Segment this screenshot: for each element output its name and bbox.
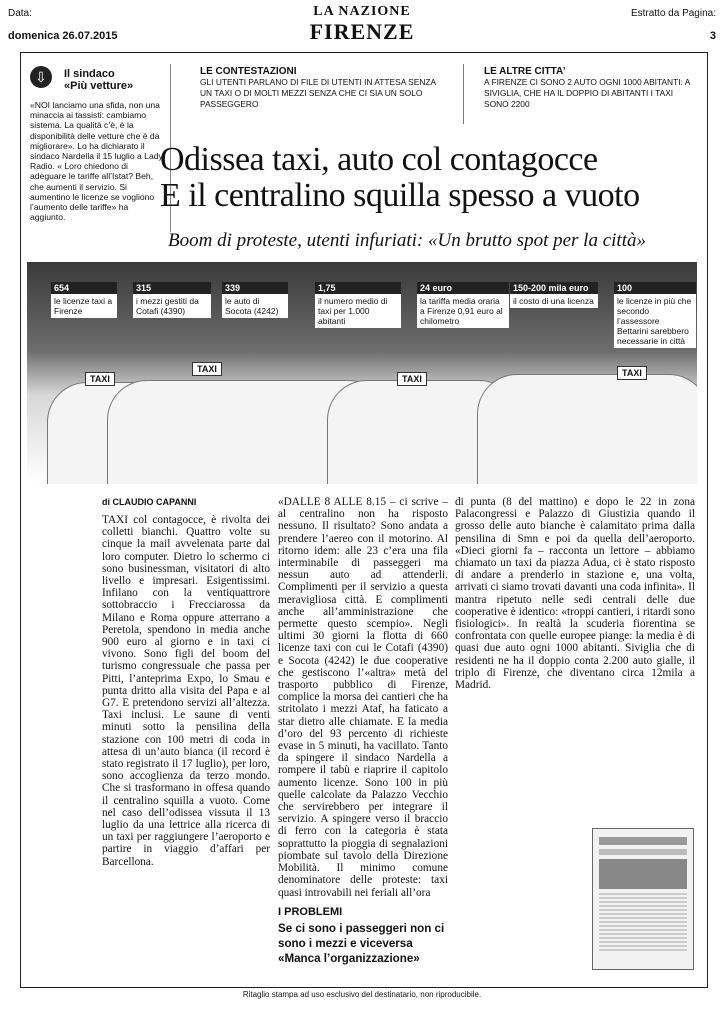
- photo-stat: 24 euro la tariffa media oraria a Firenze 0,91 euro al chilometro: [417, 282, 509, 328]
- taxi-sign: TAXI: [397, 372, 427, 386]
- problemi-text: Se ci sono i passeggeri non ci sono i mezzi e viceversa «Manca l’organizzazione»: [278, 922, 445, 965]
- taxi-photo: [27, 262, 697, 484]
- divider: [463, 64, 464, 124]
- headline: Odissea taxi, auto col contagocce E il centralino squilla spesso a vuoto: [160, 141, 640, 214]
- kicker-label: LE CONTESTAZIONI: [200, 66, 297, 77]
- sidebar-text: «NOI lanciamo una sfida, non una minaccia ai tassisti: cambiamo sistema. La qualità c’è, è la disponibilità delle vetture che è da migliorare». Lo ha dichiarato il sindaco Nardella il 15 luglio a Lady Radio. « Loro chiedono di adeguare le tariffe all’Istat? Beh, che aumenti il servizio. Si aumentino le licenze se vogliono l’aumento delle tariffe» ha aggiunto.: [30, 100, 163, 223]
- arrow-down-icon: ⇩: [30, 66, 52, 88]
- page-label: Estratto da Pagina:: [630, 8, 716, 19]
- page-value: 3: [709, 30, 716, 42]
- footer-notice: Ritaglio stampa ad uso esclusivo del destinatario, non riproducibile.: [242, 990, 482, 999]
- article-column-1: TAXI col contagocce, è rivolta dei colletti bianchi. Quattro volte su cinque la mail avvelenata parte dal loro computer. Dietro lo schermo ci sono businessman, visitatori di alto livello e impresari. Esigentissimi. Infilano con la ventiquattrore sottobraccio i Frecciarossa da Milano e Roma oppure atterrano a Peretola, spendono in media anche 900 euro al giorno e in taxi ci vivono. Sono figli del boom del turismo congressuale che passa per Pitti, l’anteprima Expo, lo Smau e punta dritto alla visita del Papa e al G7. E pretendono servizi all’altezza. Taxi inclusi. Le saune di venti minuti sotto la pensilina della stazione con 100 metri di coda in attesa di un’auto bianca (il record è stato registrato il 17 luglio), per loro, sono accoglienza da terzo mondo. Che si trasformano in offesa quando il centralino squilla a vuoto. Come nel caso dell’odissea vissuta il 13 luglio da una lettrice alla ricerca di un taxi per raggiungere l’aeroporto e partire in viaggio d’affari per Barcellona.: [102, 514, 270, 868]
- kicker-text: A FIRENZE CI SONO 2 AUTO OGNI 1000 ABITANTI: A SIVIGLIA, CHE HA IL DOPPIO DI ABITANTI I TAXI SONO 2200: [484, 77, 690, 109]
- photo-stat: 654 le licenze taxi a Firenze: [51, 282, 117, 318]
- article-column-3: di punta (8 del mattino) e dopo le 22 in zona Palacongressi e Palazzo di Giustizia quando il grosso delle auto bianche è calamitato prima dalla pensilina di Smn e poi da quella dell’aeroporto. «Dieci giorni fa – racconta un lettore – abbiamo chiamato un taxi da piazza Adua, ci è stato risposto di andare a prenderlo in stazione e, una volta, arrivati ci siamo trovati davanti una coda infinita». Il mantra ripetuto nelle sedi centrali delle due cooperative è identico: «troppi cantieri, i ritardi sono fisiologici». In realtà la scuderia fiorentina se confrontata con quelle europee piange: la media è di quasi due auto ogni 1000 abitanti. Siviglia che di residenti ne ha il doppio conta 2.200 auto gialle, il triplo di Firenze, che diventano circa 12mila a Madrid.: [455, 496, 695, 692]
- photo-stat: 1,75 il numero medio di taxi per 1.000 abitanti: [315, 282, 401, 328]
- kicker-text: GLI UTENTI PARLANO DI FILE DI UTENTI IN ATTESA SENZA UN TAXI O DI MOLTI MEZZI SENZA CHE CI SIA UN SOLO PASSEGGERO: [200, 77, 436, 109]
- taxi-sign: TAXI: [617, 366, 647, 380]
- photo-stat: 100 le licenze in più che secondo l’assessore Bettarini sarebbero necessarie in città: [614, 282, 696, 348]
- sidebar-box: [28, 64, 171, 232]
- photo-stat: 339 le auto di Socota (4242): [222, 282, 288, 318]
- date-value: domenica 26.07.2015: [8, 30, 118, 42]
- masthead-top: LA NAZIONE: [313, 4, 411, 19]
- subhead: Boom di proteste, utenti infuriati: «Un brutto spot per la città»: [168, 230, 646, 251]
- article-column-2: «DALLE 8 ALLE 8.15 – ci scrive – al centralino non ha risposto nessuno. Il risultato? Sono andata a prendere l’aereo con il motorino. Al ritorno idem: alle 23 c’era una fila interminabile di passeggeri ma nessun auto ad attenderli. Complimenti per il servizio a questa meravigliosa città. E complimenti anche all’amministrazione che permette questo scempio». Negli ultimi 30 giorni la flotta di 660 licenze taxi con cui le Cotafi (4390) e Socota (4242) le due cooperative che gestiscono l’«altra» metà del trasporto pubblico di Firenze, complice la morsa dei cantieri che ha stritolato i mezzi Ataf, ha faticato a star dietro alle chiamate. E la media d’oro del 93 percento di richieste evase in 5 minuti, ha vacillato. Tanto da spingere il sindaco Nardella a rompere il tabù e riaprire il capitolo aumento licenze. Sono 100 in più quelle calcolate da Palazzo Vecchio che servirebbero per integrare il servizio. A spingere verso il braccio di ferro con la categoria è stata soprattutto la pioggia di segnalazioni piombate sul tavolo della Direzione Mobilità. Il minimo comune denominatore delle proteste: taxi quasi introvabili nei feriali all’ora: [278, 496, 448, 899]
- page-thumbnail: [592, 828, 694, 970]
- problemi-label: I PROBLEMI: [278, 906, 343, 918]
- taxi-sign: TAXI: [85, 372, 115, 386]
- taxi-sign: TAXI: [192, 362, 222, 376]
- kicker-label: LE ALTRE CITTA’: [484, 66, 566, 77]
- taxi-car: [477, 374, 697, 484]
- masthead-city: FIRENZE: [309, 19, 415, 44]
- kicker-contestazioni: [200, 66, 450, 110]
- byline: di CLAUDIO CAPANNI: [102, 497, 197, 507]
- photo-stat: 150-200 mila euro il costo di una licenza: [510, 282, 598, 308]
- date-label: Data:: [8, 8, 32, 19]
- sidebar-title: Il sindaco «Più vetture»: [64, 68, 134, 92]
- photo-stat: 315 i mezzi gestiti da Cotafi (4390): [133, 282, 211, 318]
- kicker-altre-citta: [484, 66, 694, 110]
